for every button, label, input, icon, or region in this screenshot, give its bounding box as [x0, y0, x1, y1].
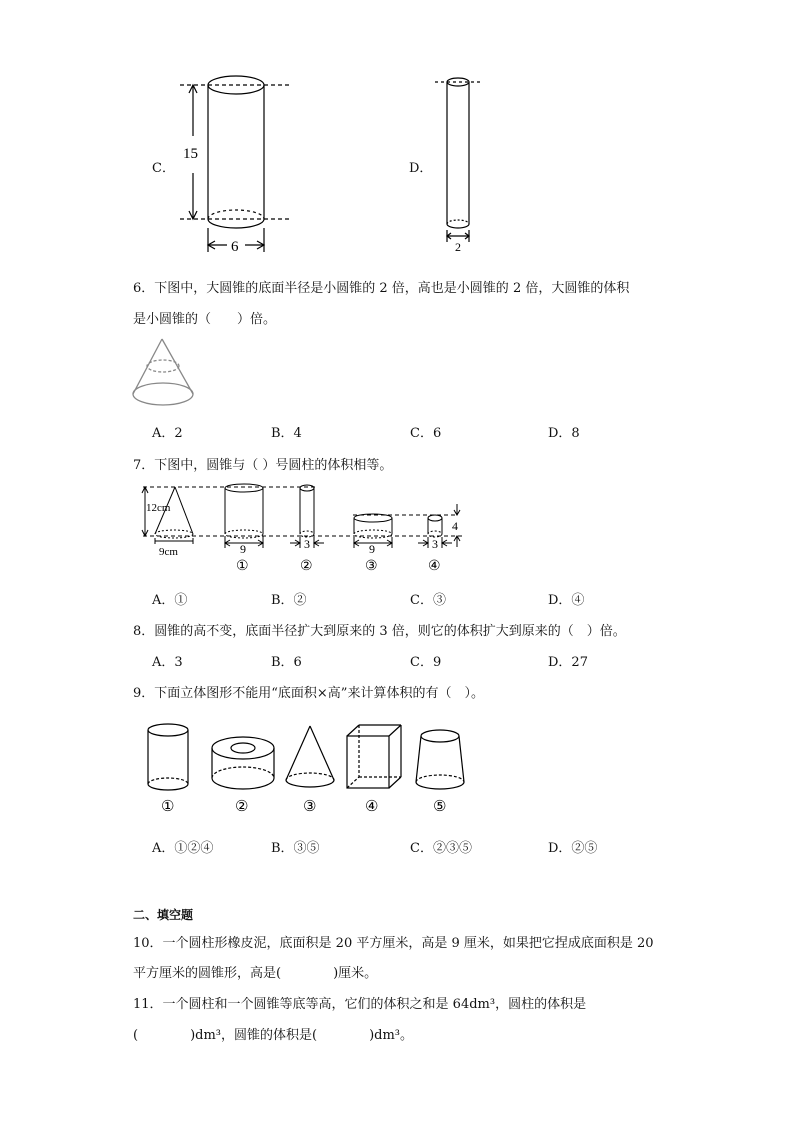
q7-option-a[interactable]: A．① [152, 593, 188, 608]
q7-cyl1-label: 9 [240, 542, 246, 556]
q7-cone-cylinders-figure [135, 478, 475, 576]
q7-cyl2-label: 3 [304, 537, 310, 551]
q7-num-2: ② [300, 559, 313, 574]
q6-option-a[interactable]: A．2 [152, 426, 183, 441]
q7-option-c[interactable]: C．③ [410, 593, 446, 608]
q9-num-5: ⑤ [433, 799, 447, 815]
q9-text-line1: 9．下面立体图形不能用“底面积×高”来计算体积的有（ ）。 [133, 686, 484, 701]
q9-num-1: ① [161, 799, 175, 815]
q6-option-b[interactable]: B．4 [271, 426, 302, 441]
q9-option-a[interactable]: A．①②④ [152, 841, 214, 856]
q5-option-d-label: D． [409, 161, 433, 176]
q9-num-3: ③ [303, 799, 317, 815]
q5-option-c-label: C． [152, 161, 175, 176]
q5-figure-d [430, 70, 500, 255]
q9-num-2: ② [235, 799, 249, 815]
q8-option-b[interactable]: B．6 [271, 655, 302, 670]
q7-cone-height-label: 12cm [146, 502, 171, 514]
q7-cone-base-label: 9cm [159, 546, 178, 558]
q9-option-d[interactable]: D．②⑤ [548, 841, 598, 856]
q6-text-line1: 6．下图中，大圆锥的底面半径是小圆锥的 2 倍，高也是小圆锥的 2 倍，大圆锥的体积 [133, 281, 630, 296]
q9-option-b[interactable]: B．③⑤ [271, 841, 320, 856]
q10-text-line1: 10．一个圆柱形橡皮泥，底面积是 20 平方厘米，高是 9 厘米，如果把它捏成底面积是 20 [133, 936, 654, 951]
q8-text-line1: 8．圆锥的高不变，底面半径扩大到原来的 3 倍，则它的体积扩大到原来的（ ）倍。 [133, 624, 626, 639]
q7-num-4: ④ [428, 559, 441, 574]
q5-figure-c [175, 70, 305, 260]
q6-option-d[interactable]: D．8 [548, 426, 580, 441]
q5-c-height-label: 15 [183, 146, 198, 162]
q6-option-c[interactable]: C．6 [410, 426, 442, 441]
q5-c-diameter-label: 6 [231, 239, 239, 255]
q8-option-a[interactable]: A．3 [152, 655, 183, 670]
q7-text-line1: 7．下图中，圆锥与（ ）号圆柱的体积相等。 [133, 458, 393, 473]
q11-text-line1: 11．一个圆柱和一个圆锥等底等高，它们的体积之和是 64dm³，圆柱的体积是 [133, 997, 587, 1012]
q7-cyl4-height-label: 4 [452, 519, 458, 533]
q7-num-3: ③ [365, 559, 378, 574]
q9-num-4: ④ [365, 799, 379, 815]
q7-cyl3-label: 9 [369, 542, 375, 556]
q8-option-c[interactable]: C．9 [410, 655, 442, 670]
q6-text-line2: 是小圆锥的（ ）倍。 [133, 312, 277, 327]
q8-option-d[interactable]: D．27 [548, 655, 588, 670]
q5-d-diameter-label: 2 [455, 240, 461, 254]
q10-text-line2: 平方厘米的圆锥形，高是( )厘米。 [133, 966, 378, 981]
section-title-fill-in: 二、填空题 [133, 908, 194, 922]
q11-text-line2: ( )dm³，圆锥的体积是( )dm³。 [133, 1028, 414, 1043]
q7-option-b[interactable]: B．② [271, 593, 307, 608]
q7-cyl4-label: 3 [432, 537, 438, 551]
q7-num-1: ① [236, 559, 249, 574]
q9-solids-figure [140, 718, 480, 818]
q7-option-d[interactable]: D．④ [548, 593, 585, 608]
q9-option-c[interactable]: C．②③⑤ [410, 841, 472, 856]
q6-nested-cones-figure [130, 336, 200, 412]
